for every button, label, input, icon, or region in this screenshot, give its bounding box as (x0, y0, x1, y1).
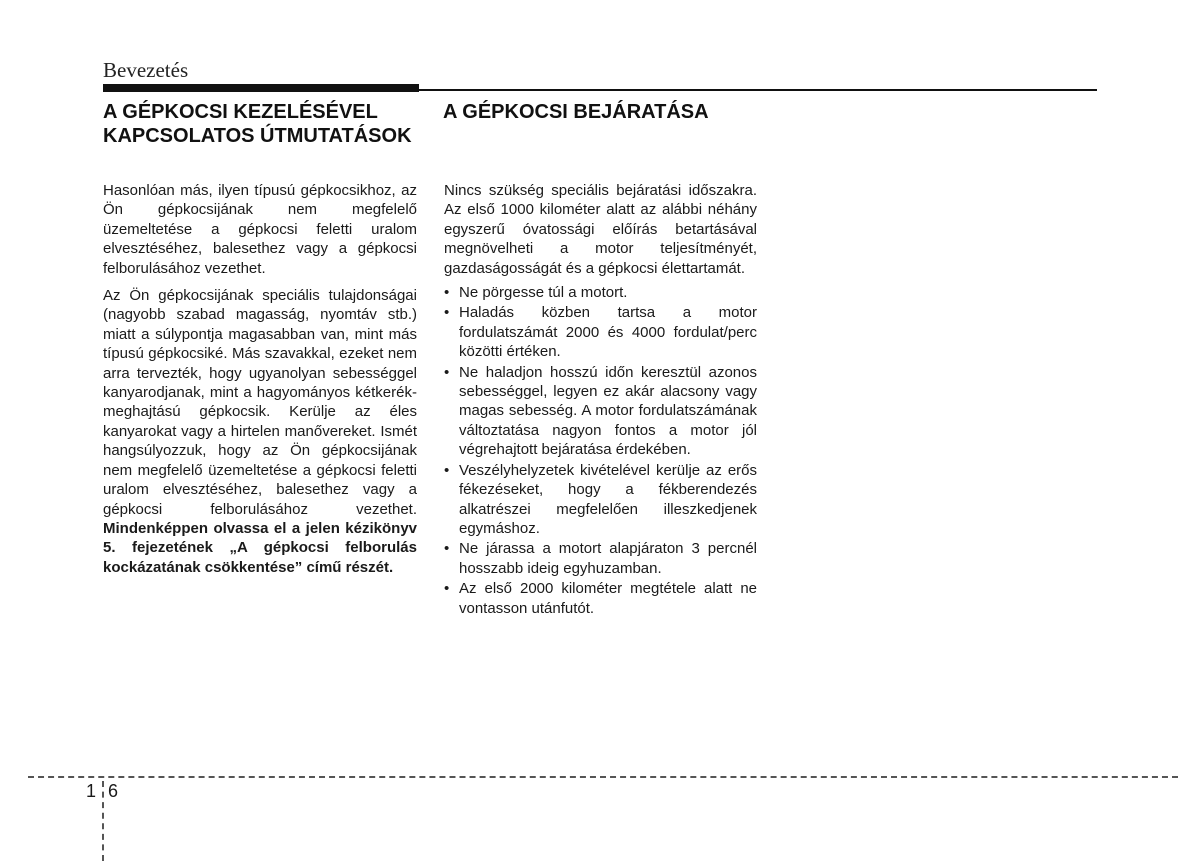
list-item: • Ne járassa a motort alapjáraton 3 percnél hosszabb ideig egyhuzamban. (444, 539, 757, 578)
right-intro: Nincs szükség speciális bejáratási időszakra. Az első 1000 kilométer alatt az alábbi néhány egyszerű óvatossági előírás betartásával megnövelheti a motor teljesítményét, gazdaságosságát és a gépkocsi élettartamát. (444, 182, 757, 277)
header-rule-thick (103, 84, 419, 92)
list-item: • Ne haladjon hosszú időn keresztül azonos sebességgel, legyen ez akár alacsony vagy magas sebesség. A motor fordulatszámának változtatása nagyon fontos a motor jól végrehajtott bejáratása érdekében. (444, 363, 757, 460)
left-paragraph-2 (103, 286, 417, 577)
right-column (444, 181, 757, 619)
page-number: 6 (108, 781, 119, 801)
section-title: Bevezetés (103, 58, 189, 82)
header-rule-thin (419, 89, 1097, 91)
left-heading: A GÉPKOCSI KEZELÉSÉVEL KAPCSOLATOS ÚTMUTATÁSOK (103, 101, 412, 147)
left-paragraph-1: Hasonlóan más, ilyen típusú gépkocsikhoz, az Ön gépkocsijának nem megfelelő üzemeltetése a gépkocsi feletti uralom elvesztéséhez, balesethez vagy a gépkocsi felborulásához vezethet. (103, 182, 417, 277)
list-item: • Veszélyhelyzetek kivételével kerülje az erős fékezéseket, hogy a fékberendezés alkatrészei megfelelően illeszkedjenek egymáshoz. (444, 461, 757, 539)
footer-dashed-divider (102, 781, 104, 861)
break-in-list (444, 283, 757, 618)
list-item: • Ne pörgesse túl a motort. (444, 283, 757, 302)
chapter-number: 1 (86, 781, 97, 801)
left-paragraph-2-text: Az Ön gépkocsijának speciális tulajdonságai (nagyobb szabad magasság, nyomtáv stb.) miatt a súlypontja magasabban van, mint más típusú gépkocsiké. Más szavakkal, ezeket nem arra tervezték, hogy ugyanolyan sebességgel kanyarodjanak, mint a hagyományos kétkerék-meghajtású gépkocsik. Kerülje az éles kanyarokat vagy a hirtelen manővereket. Ismét hangsúlyozzuk, hogy az Ön gépkocsijának nem megfelelő üzemeltetése a gépkocsi feletti uralom elvesztéséhez, balesethez vagy a gépkocsi felborulásához vezethet. (103, 287, 417, 518)
list-item: • Haladás közben tartsa a motor fordulatszámát 2000 és 4000 fordulat/perc közötti értéken. (444, 303, 757, 361)
right-heading: A GÉPKOCSI BEJÁRATÁSA (443, 101, 709, 123)
left-paragraph-2-bold: Mindenképpen olvassa el a jelen kézikönyv 5. fejezetének „A gépkocsi felborulás kockázatának csökkentése” című részét. (103, 519, 417, 576)
footer-dashed-line (28, 776, 1178, 778)
left-column (103, 181, 417, 585)
list-item: • Az első 2000 kilométer megtétele alatt ne vontasson utánfutót. (444, 579, 757, 618)
